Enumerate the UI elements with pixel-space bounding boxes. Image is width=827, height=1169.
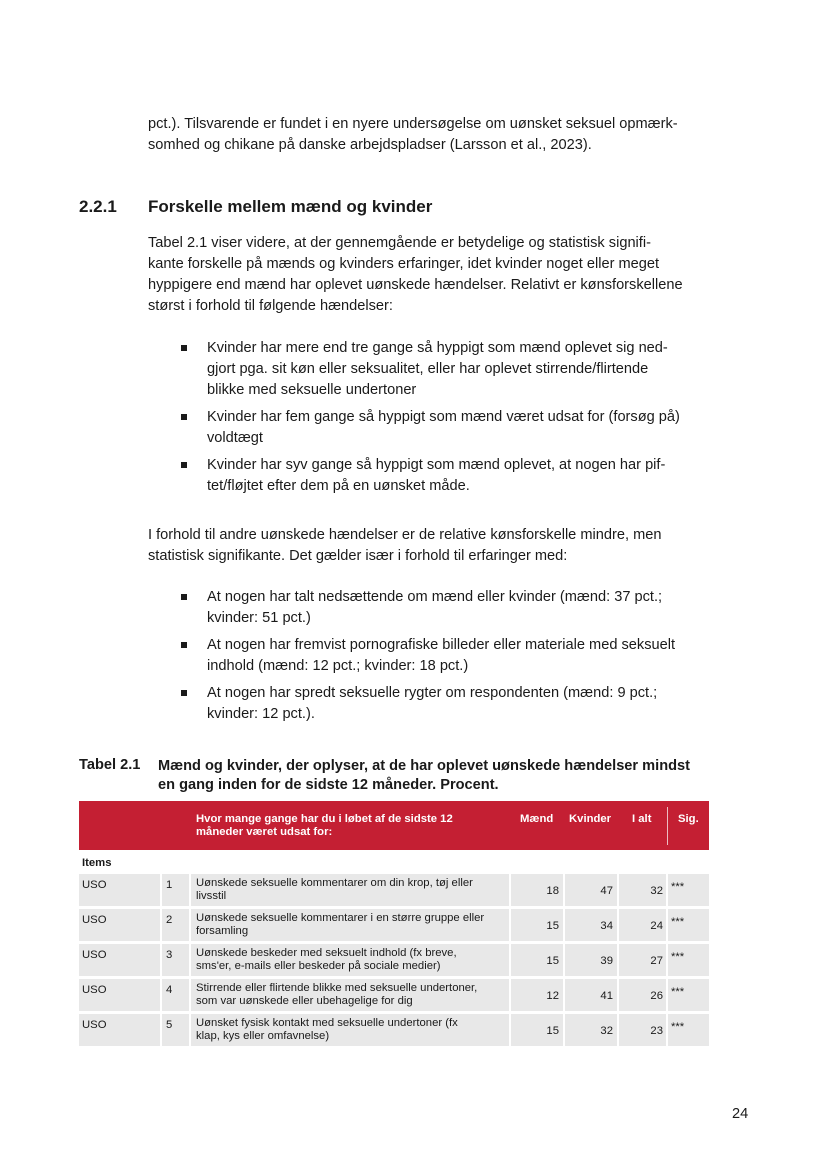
text-line: kvinder: 12 pct.).	[207, 706, 315, 722]
page-number: 24	[732, 1106, 749, 1122]
text-line: Uønskede seksuelle kommentarer om din krop, tøj eller	[196, 877, 473, 889]
bullet-icon	[181, 690, 187, 696]
text-line: som var uønskede eller ubehagelige for dig	[196, 995, 413, 1007]
text-line: blikke med seksuelle undertoner	[207, 382, 417, 398]
text-line: Uønsket fysisk kontakt med seksuelle undertoner (fx	[196, 1017, 458, 1029]
cell-maend: 18	[511, 874, 563, 906]
text-line: Mænd og kvinder, der oplyser, at de har oplevet uønskede hændelser mindst	[158, 758, 690, 774]
cell-kvinder: 32	[565, 1014, 617, 1046]
text-line: Kvinder har syv gange så hyppigt som mænd oplevet, at nogen har pif-	[207, 457, 666, 473]
cell-item-text	[191, 979, 509, 1011]
list-item	[178, 587, 698, 629]
cell-number: 5	[162, 1014, 189, 1046]
text-line: voldtægt	[207, 430, 263, 446]
header-ialt: I alt	[632, 813, 652, 825]
data-table	[79, 801, 709, 1049]
list-item	[178, 338, 698, 401]
text-line: gjort pga. sit køn eller seksualitet, eller har oplevet stirrende/flirtende	[207, 361, 649, 377]
header-maend: Mænd	[520, 813, 554, 825]
cell-number: 3	[162, 944, 189, 976]
cell-ialt: 23	[619, 1014, 666, 1046]
bullet-list	[178, 338, 698, 503]
header-kvinder: Kvinder	[569, 813, 612, 825]
text-line: Hvor mange gange har du i løbet af de sidste 12	[196, 813, 453, 825]
list-item	[178, 455, 698, 497]
text-line: I forhold til andre uønskede hændelser er de relative kønsforskelle mindre, men	[148, 527, 662, 543]
table-row	[79, 909, 709, 941]
cell-maend: 12	[511, 979, 563, 1011]
cell-item-text	[191, 944, 509, 976]
table-row	[79, 944, 709, 976]
text-line: Kvinder har mere end tre gange så hyppigt som mænd oplevet sig ned-	[207, 340, 668, 356]
cell-scale: USO	[79, 979, 160, 1011]
cell-number: 4	[162, 979, 189, 1011]
text-line: kvinder: 51 pct.)	[207, 610, 311, 626]
header-sig: Sig.	[678, 813, 699, 825]
text-line: At nogen har fremvist pornografiske billeder eller materiale med seksuelt	[207, 637, 676, 653]
bullet-icon	[181, 345, 187, 351]
cell-sig: ***	[668, 1014, 709, 1046]
table-row	[79, 1014, 709, 1046]
cell-maend: 15	[511, 909, 563, 941]
bullet-icon	[181, 462, 187, 468]
text-line: forsamling	[196, 925, 249, 937]
cell-kvinder: 34	[565, 909, 617, 941]
text-line: somhed og chikane på danske arbejdspladser (Larsson et al., 2023).	[148, 137, 592, 153]
section-number: 2.2.1	[79, 197, 117, 216]
text-line: pct.). Tilsvarende er fundet i en nyere undersøgelse om uønsket seksuel opmærk-	[148, 116, 678, 132]
items-label: Items	[82, 857, 112, 869]
table-row	[79, 874, 709, 906]
table-label: Tabel 2.1	[79, 757, 141, 773]
cell-sig: ***	[668, 874, 709, 906]
cell-sig: ***	[668, 909, 709, 941]
cell-item-text	[191, 874, 509, 906]
cell-maend: 15	[511, 1014, 563, 1046]
text-line: Uønskede beskeder med seksuelt indhold (fx breve,	[196, 947, 457, 959]
text-line: kante forskelle på mænds og kvinders erfaringer, idet kvinder noget eller meget	[148, 256, 660, 272]
text-line: livsstil	[196, 890, 227, 902]
bullet-icon	[181, 642, 187, 648]
cell-ialt: 32	[619, 874, 666, 906]
cell-kvinder: 39	[565, 944, 617, 976]
text-line: tet/fløjtet efter dem på en uønsket måde.	[207, 478, 470, 494]
cell-scale: USO	[79, 944, 160, 976]
list-item	[178, 635, 698, 677]
text-line: måneder været udsat for:	[196, 826, 333, 838]
cell-ialt: 27	[619, 944, 666, 976]
bullet-list	[178, 587, 698, 731]
cell-sig: ***	[668, 979, 709, 1011]
section-title: Forskelle mellem mænd og kvinder	[148, 197, 433, 216]
list-item	[178, 407, 698, 449]
cell-scale: USO	[79, 909, 160, 941]
body-paragraph	[148, 233, 708, 317]
cell-ialt: 26	[619, 979, 666, 1011]
table-row	[79, 979, 709, 1011]
cell-kvinder: 41	[565, 979, 617, 1011]
cell-item-text	[191, 1014, 509, 1046]
text-line: Uønskede seksuelle kommentarer i en større gruppe eller	[196, 912, 485, 924]
text-line: At nogen har talt nedsættende om mænd eller kvinder (mænd: 37 pct.;	[207, 589, 663, 605]
cell-number: 1	[162, 874, 189, 906]
text-line: hyppigere end mænd har oplevet uønskede hændelser. Relativt er kønsforskellene	[148, 277, 683, 293]
text-line: en gang inden for de sidste 12 måneder. Procent.	[158, 777, 499, 793]
cell-ialt: 24	[619, 909, 666, 941]
cell-scale: USO	[79, 1014, 160, 1046]
text-line: sms'er, e-mails eller beskeder på sociale medier)	[196, 960, 441, 972]
cell-number: 2	[162, 909, 189, 941]
text-line: klap, kys eller omfavnelse)	[196, 1030, 330, 1042]
list-item	[178, 683, 698, 725]
table-title	[158, 757, 698, 795]
cell-item-text	[191, 909, 509, 941]
items-label-row	[79, 850, 709, 874]
text-line: Stirrende eller flirtende blikke med seksuelle undertoner,	[196, 982, 478, 994]
intro-paragraph	[148, 114, 708, 156]
text-line: At nogen har spredt seksuelle rygter om respondenten (mænd: 9 pct.;	[207, 685, 658, 701]
text-line: størst i forhold til følgende hændelser:	[148, 298, 393, 314]
bullet-icon	[181, 414, 187, 420]
header-question	[196, 813, 496, 839]
cell-scale: USO	[79, 874, 160, 906]
bullet-icon	[181, 594, 187, 600]
table-header	[79, 801, 709, 850]
body-paragraph	[148, 525, 708, 567]
text-line: indhold (mænd: 12 pct.; kvinder: 18 pct.)	[207, 658, 469, 674]
text-line: Kvinder har fem gange så hyppigt som mænd været udsat for (forsøg på)	[207, 409, 680, 425]
header-divider	[667, 807, 668, 845]
text-line: Tabel 2.1 viser videre, at der gennemgående er betydelige og statistisk signifi-	[148, 235, 651, 251]
cell-sig: ***	[668, 944, 709, 976]
text-line: statistisk signifikante. Det gælder især i forhold til erfaringer med:	[148, 548, 568, 564]
cell-kvinder: 47	[565, 874, 617, 906]
cell-maend: 15	[511, 944, 563, 976]
